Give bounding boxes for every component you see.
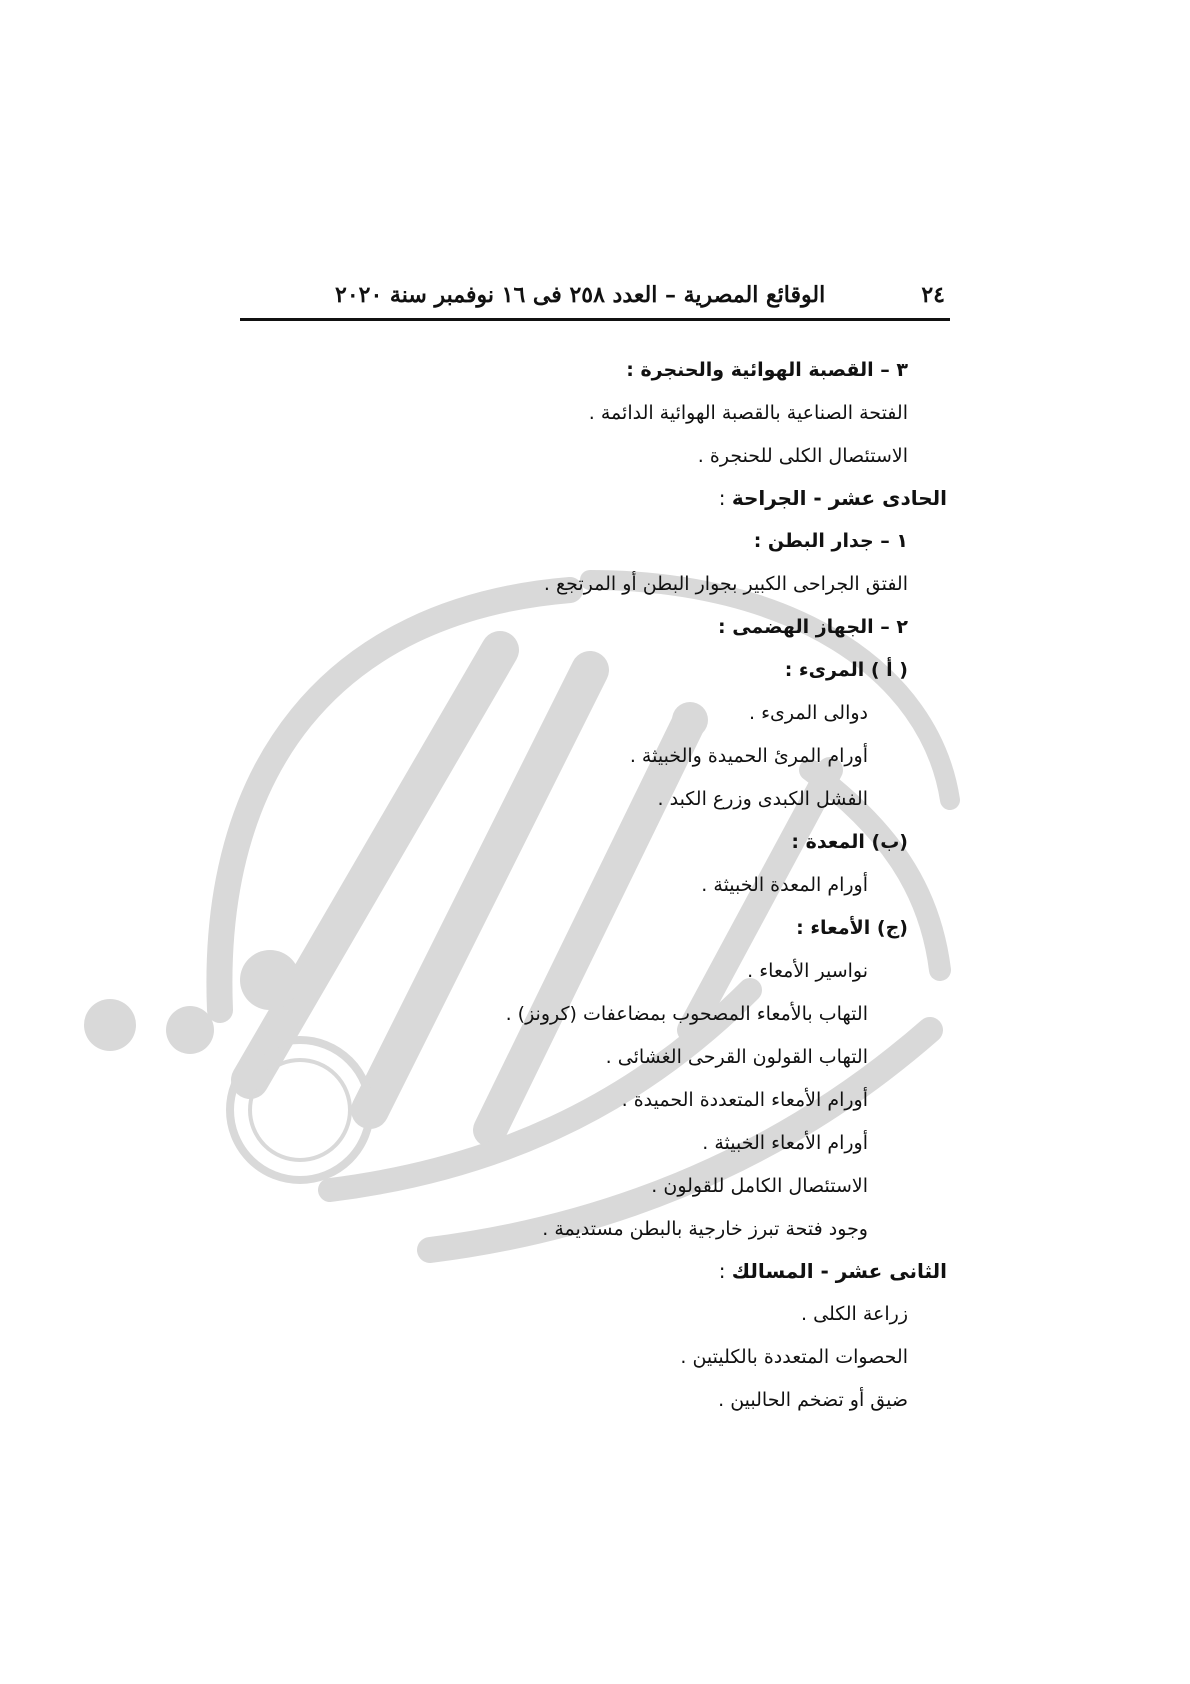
page-number: ٢٤ — [921, 282, 945, 308]
section-heading-surgery — [719, 484, 947, 512]
list-item: الفشل الكبدى وزرع الكبد . — [657, 788, 868, 810]
subheading-trachea-larynx: ٣ – القصبة الهوائية والحنجرة : — [626, 359, 908, 381]
header-divider — [240, 318, 950, 321]
list-item: وجود فتحة تبرز خارجية بالبطن مستديمة . — [542, 1218, 868, 1240]
section-colon: : — [718, 486, 732, 510]
list-item: الحصوات المتعددة بالكليتين . — [680, 1346, 908, 1368]
list-item: أورام الأمعاء الخبيثة . — [702, 1132, 868, 1154]
list-item: أورام الأمعاء المتعددة الحميدة . — [621, 1089, 868, 1111]
subheading-abdominal-wall: ١ – جدار البطن : — [753, 530, 908, 552]
subheading-digestive-system: ٢ – الجهاز الهضمى : — [718, 616, 908, 638]
gazette-title: الوقائع المصرية – العدد ٢٥٨ فى ١٦ نوفمبر سنة ٢٠٢٠ — [335, 282, 826, 308]
section-title: الثانى عشر - المسالك — [731, 1259, 947, 1283]
list-item: الاستئصال الكامل للقولون . — [651, 1175, 868, 1197]
list-item: زراعة الكلى . — [801, 1303, 908, 1325]
list-item: دوالى المرىء . — [748, 702, 868, 724]
page-header — [335, 278, 945, 312]
list-item: الفتق الجراحى الكبير بجوار البطن أو المرتجع . — [543, 573, 908, 595]
section-colon: : — [718, 1259, 732, 1283]
section-heading-urinary-tract — [719, 1257, 947, 1285]
subheading-esophagus: ( أ ) المرىء : — [784, 659, 908, 681]
subheading-stomach: (ب) المعدة : — [791, 831, 908, 853]
subheading-intestines: (ج) الأمعاء : — [796, 917, 908, 939]
list-item: التهاب القولون القرحى الغشائى . — [605, 1046, 868, 1068]
list-item: نواسير الأمعاء . — [747, 960, 868, 982]
list-item: التهاب بالأمعاء المصحوب بمضاعفات (كرونز) . — [505, 1003, 868, 1025]
list-item: الفتحة الصناعية بالقصبة الهوائية الدائمة . — [588, 402, 908, 424]
section-title: الحادى عشر - الجراحة — [731, 486, 947, 510]
list-item: ضيق أو تضخم الحالبين . — [718, 1389, 908, 1411]
list-item: أورام المعدة الخبيثة . — [701, 874, 868, 896]
list-item: الاستئصال الكلى للحنجرة . — [697, 445, 908, 467]
list-item: أورام المرئ الحميدة والخبيثة . — [629, 745, 868, 767]
